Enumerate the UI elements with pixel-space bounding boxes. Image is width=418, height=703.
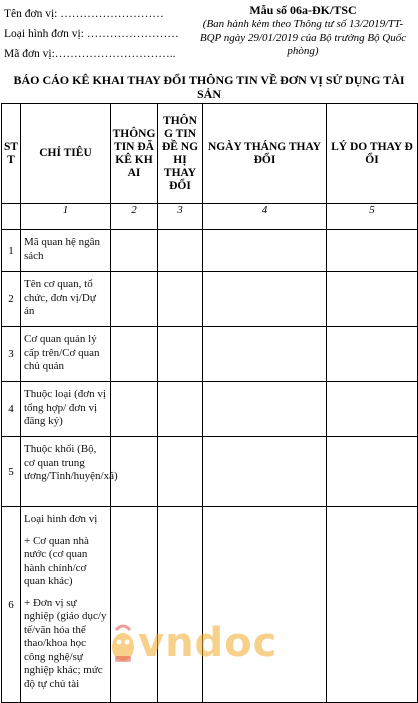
unit-type-heading: Loại hình đơn vị: [24, 513, 98, 525]
index-cell: [2, 204, 21, 230]
row-indicator: Cơ quan quản lý cấp trên/Cơ quan chủ quản: [21, 327, 111, 382]
proposed-change-cell[interactable]: [158, 230, 203, 272]
table-row: [2, 437, 418, 507]
change-date-cell[interactable]: [203, 230, 327, 272]
unit-code-line: Mã đơn vị:…………………………..: [4, 48, 176, 60]
unit-type-line: Loại hình đơn vị: ……………………: [4, 28, 179, 40]
change-reason-cell[interactable]: [327, 437, 418, 507]
row-number: 4: [2, 382, 21, 437]
header-stt: ST T: [2, 104, 21, 204]
proposed-change-cell[interactable]: [158, 382, 203, 437]
header-change-reason: LÝ DO THAY Đ ỔI: [327, 104, 418, 204]
unit-info-block: [4, 4, 179, 64]
declared-info-cell[interactable]: [111, 230, 158, 272]
table-row: [2, 327, 418, 382]
declared-info-cell[interactable]: [111, 382, 158, 437]
row-number: 2: [2, 272, 21, 327]
unit-name-line: Tên đơn vị: ………………………: [4, 8, 164, 20]
column-index-row: [2, 204, 418, 230]
index-cell: 3: [158, 204, 203, 230]
declared-info-cell[interactable]: [111, 272, 158, 327]
header-change-date: NGÀY THÁNG THAY ĐỔI: [203, 104, 327, 204]
proposed-change-cell[interactable]: [158, 437, 203, 507]
header-proposed-change: THÔN G TIN ĐỀ NG HỊ THAY ĐỔI: [158, 104, 203, 204]
row-number: 1: [2, 230, 21, 272]
change-date-cell[interactable]: [203, 272, 327, 327]
table-row: [2, 382, 418, 437]
public-unit-option: + Đơn vị sự nghiệp (giáo dục/y tế/văn hóa thể thao/khoa học công nghệ/sự nghiệp khác; mức độ tự chủ tài: [24, 596, 107, 690]
proposed-change-cell[interactable]: [158, 327, 203, 382]
row-indicator: Tên cơ quan, tổ chức, đơn vị/Dự án: [21, 272, 111, 327]
declared-info-cell[interactable]: [111, 327, 158, 382]
change-date-cell[interactable]: [203, 327, 327, 382]
index-cell: 5: [327, 204, 418, 230]
change-date-cell[interactable]: [203, 507, 327, 703]
index-cell: 2: [111, 204, 158, 230]
table-row: [2, 230, 418, 272]
change-date-cell[interactable]: [203, 382, 327, 437]
declaration-table: [1, 103, 418, 703]
table-header-row: [2, 104, 418, 204]
header-declared-info: THÔNG TIN ĐÃ KÊ KH AI: [111, 104, 158, 204]
header-indicator: CHỈ TIÊU: [21, 104, 111, 204]
row-number: 6: [2, 507, 21, 703]
row-indicator: Thuộc khối (Bộ, cơ quan trung ương/Tỉnh/huyện/xã): [21, 437, 111, 507]
watermark-text: vndoc: [138, 620, 278, 666]
form-reference-block: [196, 3, 410, 59]
change-date-cell[interactable]: [203, 437, 327, 507]
proposed-change-cell[interactable]: [158, 507, 203, 703]
report-title: BÁO CÁO KÊ KHAI THAY ĐỔI THÔNG TIN VỀ ĐƠN VỊ SỬ DỤNG TÀI SẢN: [13, 73, 405, 101]
row-number: 3: [2, 327, 21, 382]
change-reason-cell[interactable]: [327, 327, 418, 382]
row-number: 5: [2, 437, 21, 507]
change-reason-cell[interactable]: [327, 272, 418, 327]
state-agency-option: + Cơ quan nhà nước (cơ quan hành chính/cơ quan khác): [24, 534, 89, 587]
index-cell: 4: [203, 204, 327, 230]
change-reason-cell[interactable]: [327, 382, 418, 437]
form-number: Mẫu số 06a-ĐK/TSC: [249, 3, 357, 17]
row-indicator: [21, 507, 111, 703]
index-cell: 1: [21, 204, 111, 230]
row-indicator: Mã quan hệ ngân sách: [21, 230, 111, 272]
proposed-change-cell[interactable]: [158, 272, 203, 327]
row-indicator: Thuộc loại (đơn vị tổng hợp/ đơn vị đăng ký): [21, 382, 111, 437]
change-reason-cell[interactable]: [327, 230, 418, 272]
change-reason-cell[interactable]: [327, 507, 418, 703]
table-row: [2, 272, 418, 327]
declared-info-cell[interactable]: [111, 507, 158, 703]
issuance-note: (Ban hành kèm theo Thông tư số 13/2019/TT-BQP ngày 29/01/2019 của Bộ trưởng Bộ Quốc phòng): [199, 18, 407, 57]
table-row: [2, 507, 418, 703]
